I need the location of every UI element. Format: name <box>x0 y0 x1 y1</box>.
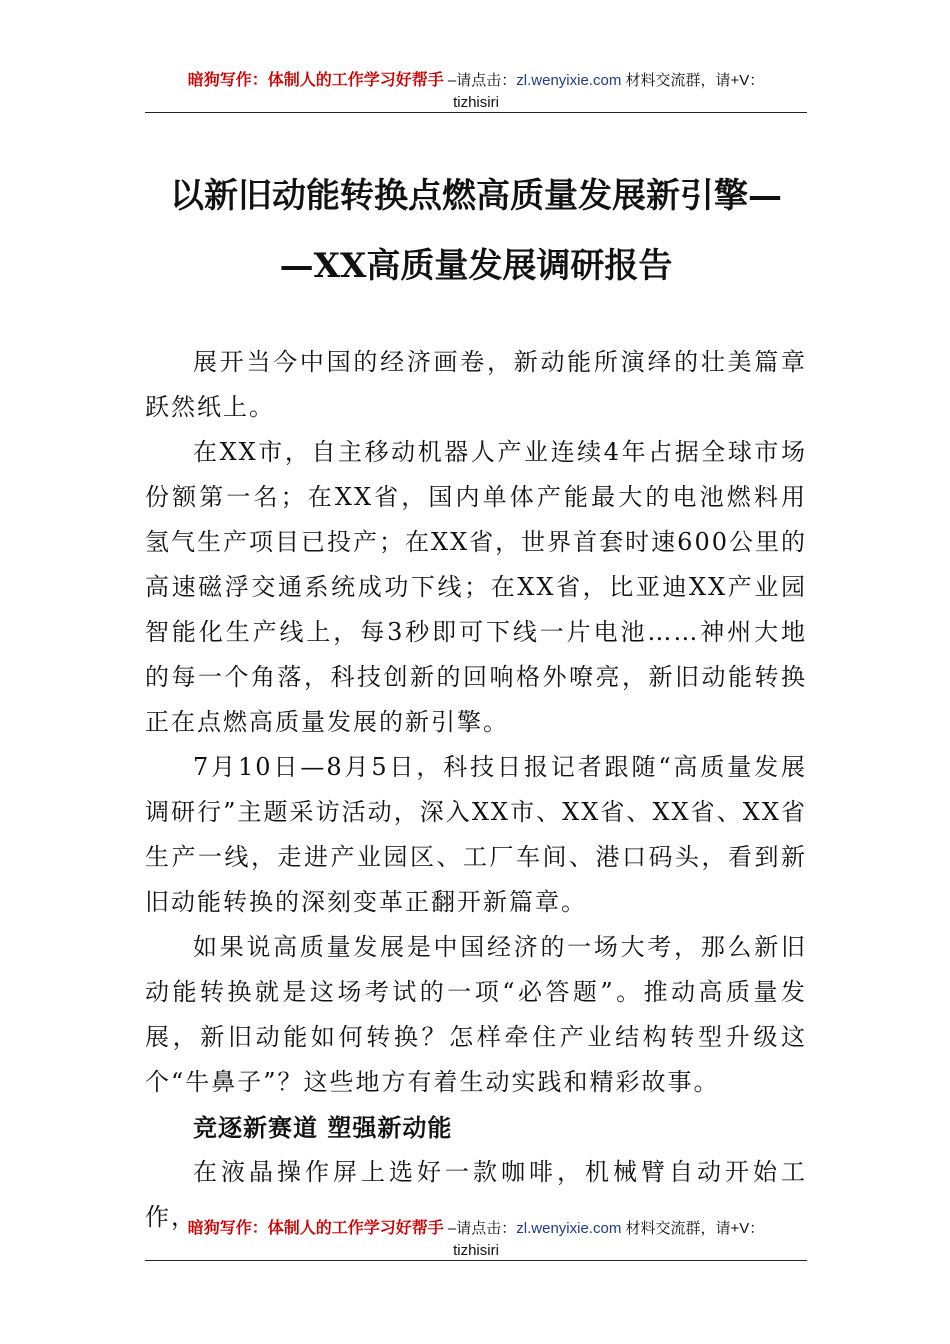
doc-body <box>145 340 807 1240</box>
footer-prompt: –请点击： <box>443 1220 517 1237</box>
page-footer <box>145 1218 807 1262</box>
paragraph: 7月10日—8月5日，科技日报记者跟随“高质量发展调研行”主题采访活动，深入XX市、XX省、XX省、XX省生产一线，走进产业园区、工厂车间、港口码头，看到新旧动能转换的深刻变革正翻开新篇章。 <box>145 753 807 916</box>
header-prompt: –请点击： <box>443 72 517 89</box>
paragraph: 在液晶操作屏上选好一款咖啡，机械臂自动开始工作， <box>145 1158 807 1231</box>
header-brand: 暗狗写作：体制人的工作学习好帮手 <box>187 72 444 89</box>
header-wechat: tizhisiri <box>453 94 499 111</box>
footer-group-text: 材料交流群，请+V： <box>621 1220 765 1237</box>
header-link[interactable]: zl.wenyixie.com <box>516 72 622 89</box>
doc-title-line-2: —XX高质量发展调研报告 <box>279 246 673 286</box>
paragraph: 如果说高质量发展是中国经济的一场大考，那么新旧动能转换就是这场考试的一项“必答题”。推动高质量发展，新旧动能如何转换？怎样牵住产业结构转型升级这个“牛鼻子”？这些地方有着生动实践和精彩故事。 <box>145 933 807 1096</box>
footer-divider <box>145 1260 807 1261</box>
header-divider <box>145 112 807 113</box>
footer-link[interactable]: zl.wenyixie.com <box>516 1220 622 1237</box>
section-heading: 竞逐新赛道 塑强新动能 <box>193 1113 453 1142</box>
page-header <box>145 70 807 114</box>
header-group-text: 材料交流群，请+V： <box>621 72 765 89</box>
footer-wechat: tizhisiri <box>453 1242 499 1259</box>
paragraph: 在XX市，自主移动机器人产业连续4年占据全球市场份额第一名；在XX省，国内单体产能最大的电池燃料用氢气生产项目已投产；在XX省，世界首套时速600公里的高速磁浮交通系统成功下线；在XX省，比亚迪XX产业园智能化生产线上，每3秒即可下线一片电池……神州大地的每一个角落，科技创新的回响格外嘹亮，新旧动能转换正在点燃高质量发展的新引擎。 <box>145 438 807 736</box>
paragraph: 展开当今中国的经济画卷，新动能所演绎的壮美篇章跃然纸上。 <box>145 348 807 421</box>
doc-title-line-1: 以新旧动能转换点燃高质量发展新引擎— <box>170 176 782 216</box>
footer-brand: 暗狗写作：体制人的工作学习好帮手 <box>187 1220 444 1237</box>
